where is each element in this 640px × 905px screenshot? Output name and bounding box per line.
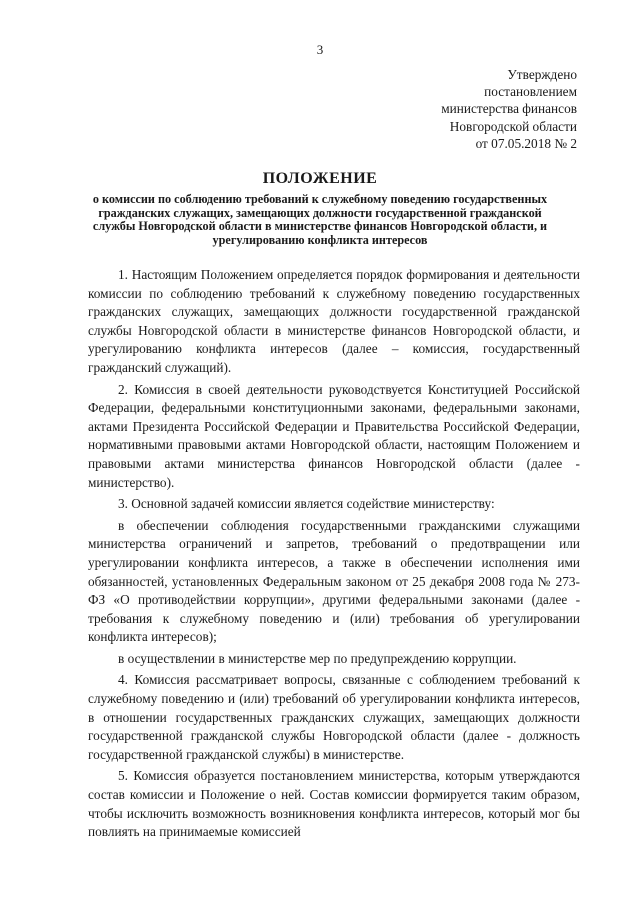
paragraph-2: 2. Комиссия в своей деятельности руководствуется Конституцией Российской Федерации, федеральными конституционными законами, федеральными законами, актами Президента Российской Федерации и Правительства Российской Федерации, нормативными правовыми актами Новгородской области, настоящим Положением и правовыми актами министерства финансов Новгородской области (далее - министерство). bbox=[88, 381, 580, 490]
paragraph-5: 5. Комиссия образуется постановлением министерства, которым утверждаются состав комиссии и Положение о ней. Состав комиссии формируется таким образом, чтобы исключить возможность возникновения конфликта интересов, который мог бы повлиять на принимаемые комиссией bbox=[88, 768, 580, 840]
paragraph-3: 3. Основной задачей комиссии является содействие министерству: bbox=[118, 496, 495, 512]
paragraph-3-item-1: в обеспечении соблюдения государственными гражданскими служащими министерства ограничений и запретов, требований о предотвращении или урегулировании конфликта интересов, а также в обеспечении исполнения ими обязанностей, установленных Федеральным законом от 25 декабря 2008 года № 273-ФЗ «О противодействии коррупции», другими федеральными законами (далее - требования к служебному поведению и (или) требования об урегулировании конфликта интересов); bbox=[88, 517, 580, 645]
document-subtitle: о комиссии по соблюдению требований к служебному поведению государственных гражданских служащих, замещающих должности государственной гражданской службы Новгородской области в министерстве финансов Новгородской области, и урегулированию конфликта интересов bbox=[92, 192, 548, 247]
approval-line: от 07.05.2018 № 2 bbox=[475, 135, 577, 151]
paragraph-4: 4. Комиссия рассматривает вопросы, связанные с соблюдением требований к служебному поведению и (или) требований об урегулировании конфликта интересов, в отношении государственных гражданских служащих, замещающих должности государственной гражданской службы Новгородской области (далее - должность государственной гражданской службы) в министерстве. bbox=[88, 672, 580, 762]
approval-line: постановлением bbox=[484, 84, 577, 100]
page-number: 3 bbox=[316, 42, 324, 57]
approval-line: министерства финансов bbox=[441, 101, 577, 117]
paragraph-3-item-2: в осуществлении в министерстве мер по предупреждению коррупции. bbox=[118, 650, 517, 666]
document-body bbox=[88, 266, 580, 842]
approval-line: Утверждено bbox=[507, 67, 577, 82]
approval-stamp bbox=[317, 66, 577, 152]
approval-line: Новгородской области bbox=[449, 118, 577, 134]
document-title: ПОЛОЖЕНИЕ bbox=[262, 170, 378, 187]
paragraph-1: 1. Настоящим Положением определяется порядок формирования и деятельности комиссии по соблюдению требований к служебному поведению государственных гражданских служащих, замещающих должности государственной гражданской службы Новгородской области в министерстве финансов Новгородской области, и урегулированию конфликта интересов (далее – комиссия, государственный гражданский служащий). bbox=[88, 267, 580, 375]
